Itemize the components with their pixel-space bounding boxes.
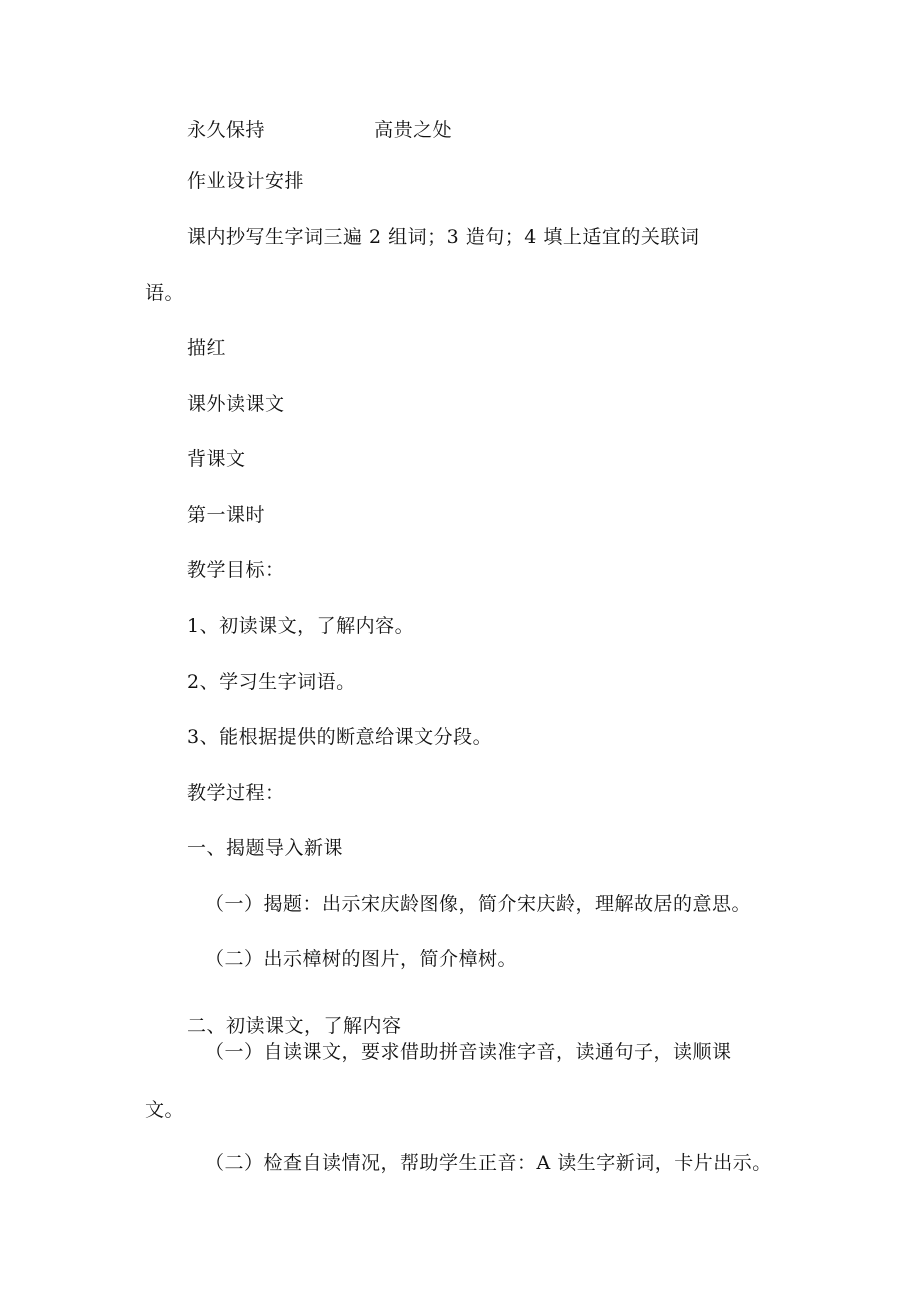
text-line: 描红 <box>187 337 227 359</box>
text-line: 教学过程： <box>187 782 285 804</box>
text-fragment: 高贵之处 <box>374 119 453 141</box>
text-line: （二）检查自读情况，帮助学生正音：A 读生字新词，卡片出示。 <box>205 1152 772 1174</box>
text-line: 教学目标： <box>187 559 285 581</box>
text-line: 2、学习生字词语。 <box>187 671 356 693</box>
text-line: （二）出示樟树的图片，简介樟树。 <box>205 948 518 970</box>
text-line: 1、初读课文，了解内容。 <box>187 615 415 637</box>
text-line: 课内抄写生字词三遍 2 组词；3 造句；4 填上适宜的关联词 <box>187 226 700 248</box>
text-line <box>187 118 452 142</box>
text-line: 文。 <box>145 1099 185 1121</box>
text-line: 作业设计安排 <box>187 170 305 192</box>
text-line: 3、能根据提供的断意给课文分段。 <box>187 726 493 748</box>
text-line: 课外读课文 <box>187 393 285 415</box>
text-line: （一）自读课文，要求借助拼音读准字音，读通句子，读顺课 <box>205 1041 732 1063</box>
text-line: 第一课时 <box>187 504 266 526</box>
text-line: 背课文 <box>187 448 246 470</box>
text-line: 语。 <box>145 282 185 304</box>
text-line: （一）揭题：出示宋庆龄图像，简介宋庆龄，理解故居的意思。 <box>205 893 752 915</box>
text-line: 二、初读课文，了解内容 <box>187 1015 402 1037</box>
text-fragment: 永久保持 <box>187 119 266 141</box>
text-line: 一、揭题导入新课 <box>187 837 344 859</box>
